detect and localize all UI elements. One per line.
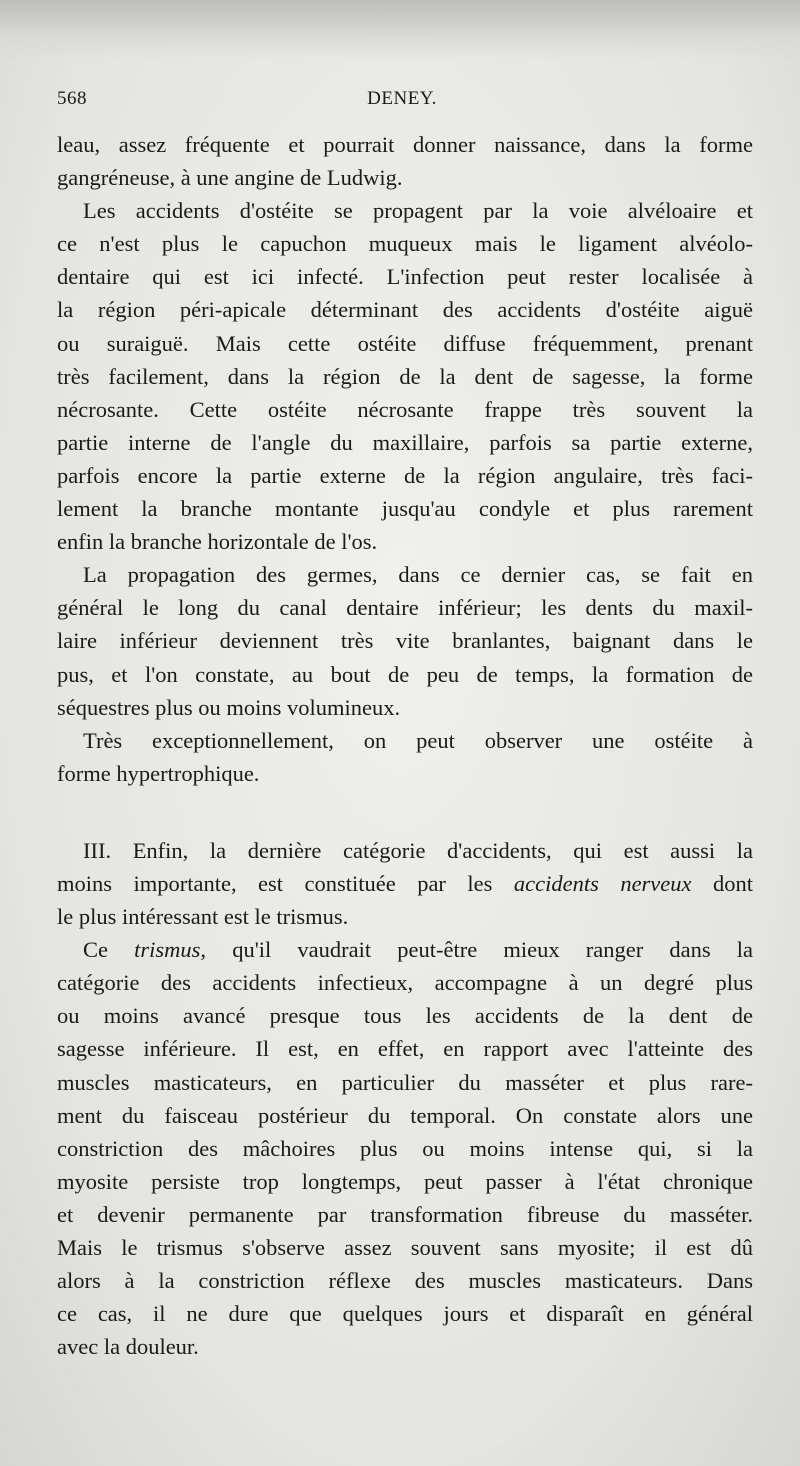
text-line: [57, 128, 753, 161]
line-text: La propagation des germes, dans ce dernier cas, se fait en: [83, 562, 753, 588]
line-text: ce n'est plus le capuchon muqueux mais le ligament alvéolo-: [57, 231, 753, 257]
text-line: [57, 1330, 753, 1363]
text-line: [57, 1198, 753, 1231]
line-text: le plus intéressant est le trismus.: [57, 904, 349, 930]
line-text: ou suraiguë. Mais cette ostéite diffuse fréquemment, prenant: [57, 330, 753, 356]
line-text: et devenir permanente par transformation fibreuse du masséter.: [57, 1201, 753, 1227]
line-text: sagesse inférieure. Il est, en effet, en rapport avec l'atteinte des: [57, 1036, 753, 1062]
line-text: constriction des mâchoires plus ou moins intense qui, si la: [57, 1135, 753, 1161]
line-text: dont: [691, 870, 753, 896]
text-line: [57, 1099, 753, 1132]
text-line: [57, 393, 753, 426]
line-text: dentaire qui est ici infecté. L'infection peut rester localisée à: [57, 264, 753, 290]
line-text: partie interne de l'angle du maxillaire, parfois sa partie externe,: [57, 429, 753, 455]
text-line: [57, 293, 753, 326]
line-text: très facilement, dans la région de la dent de sagesse, la forme: [57, 363, 753, 389]
line-text: Ce: [83, 937, 135, 963]
line-text: général le long du canal dentaire inférieur; les dents du maxil-: [57, 595, 753, 621]
line-text: catégorie des accidents infectieux, accompagne à un degré plus: [57, 970, 753, 996]
text-line: [57, 327, 753, 360]
line-text: forme hypertrophique.: [57, 760, 260, 786]
line-text: séquestres plus ou moins volumineux.: [57, 694, 401, 720]
text-line: [57, 1264, 753, 1297]
line-text: moins importante, est constituée par les: [57, 870, 514, 896]
line-text: alors à la constriction réflexe des muscles masticateurs. Dans: [57, 1268, 753, 1294]
italic-term: trismus,: [134, 937, 207, 963]
text-line: [57, 591, 753, 624]
text-line: [57, 558, 753, 591]
line-text: la région péri-apicale déterminant des accidents d'ostéite aiguë: [57, 297, 753, 323]
body-text: [57, 128, 753, 1363]
running-head: [57, 88, 747, 118]
text-line: [57, 966, 753, 999]
text-line: [57, 999, 753, 1032]
line-text: qu'il vaudrait peut-être mieux ranger dans la: [206, 937, 753, 963]
section-gap: [57, 790, 753, 834]
text-line: [57, 459, 753, 492]
text-line: [57, 1066, 753, 1099]
line-text: lement la branche montante jusqu'au condyle et plus rarement: [57, 496, 753, 522]
line-text: laire inférieur deviennent très vite branlantes, baignant dans le: [57, 628, 753, 654]
line-text: III. Enfin, la dernière catégorie d'accidents, qui est aussi la: [83, 837, 753, 863]
text-line: [57, 834, 753, 867]
line-text: myosite persiste trop longtemps, peut passer à l'état chronique: [57, 1168, 753, 1194]
text-line: [57, 624, 753, 657]
scan-shadow: [0, 0, 800, 60]
text-line: [57, 1231, 753, 1264]
text-line: [57, 525, 753, 558]
text-line: [57, 426, 753, 459]
text-line: [57, 658, 753, 691]
line-text: pus, et l'on constate, au bout de peu de temps, la formation de: [57, 661, 753, 687]
text-line: [57, 260, 753, 293]
line-text: avec la douleur.: [57, 1334, 199, 1360]
text-line: [57, 161, 753, 194]
line-text: parfois encore la partie externe de la région angulaire, très faci-: [57, 462, 753, 488]
text-line: [57, 360, 753, 393]
text-line: [57, 933, 753, 966]
line-text: enfin la branche horizontale de l'os.: [57, 529, 378, 555]
line-text: Les accidents d'ostéite se propagent par la voie alvéloaire et: [83, 198, 753, 224]
page-number: 568: [57, 88, 87, 109]
text-line: [57, 724, 753, 757]
text-line: [57, 1297, 753, 1330]
text-line: [57, 1165, 753, 1198]
line-text: gangréneuse, à une angine de Ludwig.: [57, 165, 403, 191]
text-line: [57, 757, 753, 790]
line-text: muscles masticateurs, en particulier du masséter et plus rare-: [57, 1069, 753, 1095]
text-line: [57, 492, 753, 525]
text-line: [57, 867, 753, 900]
line-text: ou moins avancé presque tous les accidents de la dent de: [57, 1003, 753, 1029]
running-title: DENEY.: [367, 88, 437, 109]
line-text: ment du faisceau postérieur du temporal. On constate alors une: [57, 1102, 753, 1128]
line-text: leau, assez fréquente et pourrait donner naissance, dans la forme: [57, 132, 753, 157]
text-line: [57, 900, 753, 933]
line-text: ce cas, il ne dure que quelques jours et disparaît en général: [57, 1301, 753, 1327]
text-line: [57, 194, 753, 227]
text-line: [57, 691, 753, 724]
line-text: nécrosante. Cette ostéite nécrosante frappe très souvent la: [57, 396, 753, 422]
line-text: Très exceptionnellement, on peut observer une ostéite à: [83, 727, 753, 753]
line-text: Mais le trismus s'observe assez souvent sans myosite; il est dû: [57, 1235, 753, 1260]
text-line: [57, 227, 753, 260]
text-line: [57, 1132, 753, 1165]
text-line: [57, 1032, 753, 1065]
italic-term: accidents nerveux: [513, 870, 692, 896]
